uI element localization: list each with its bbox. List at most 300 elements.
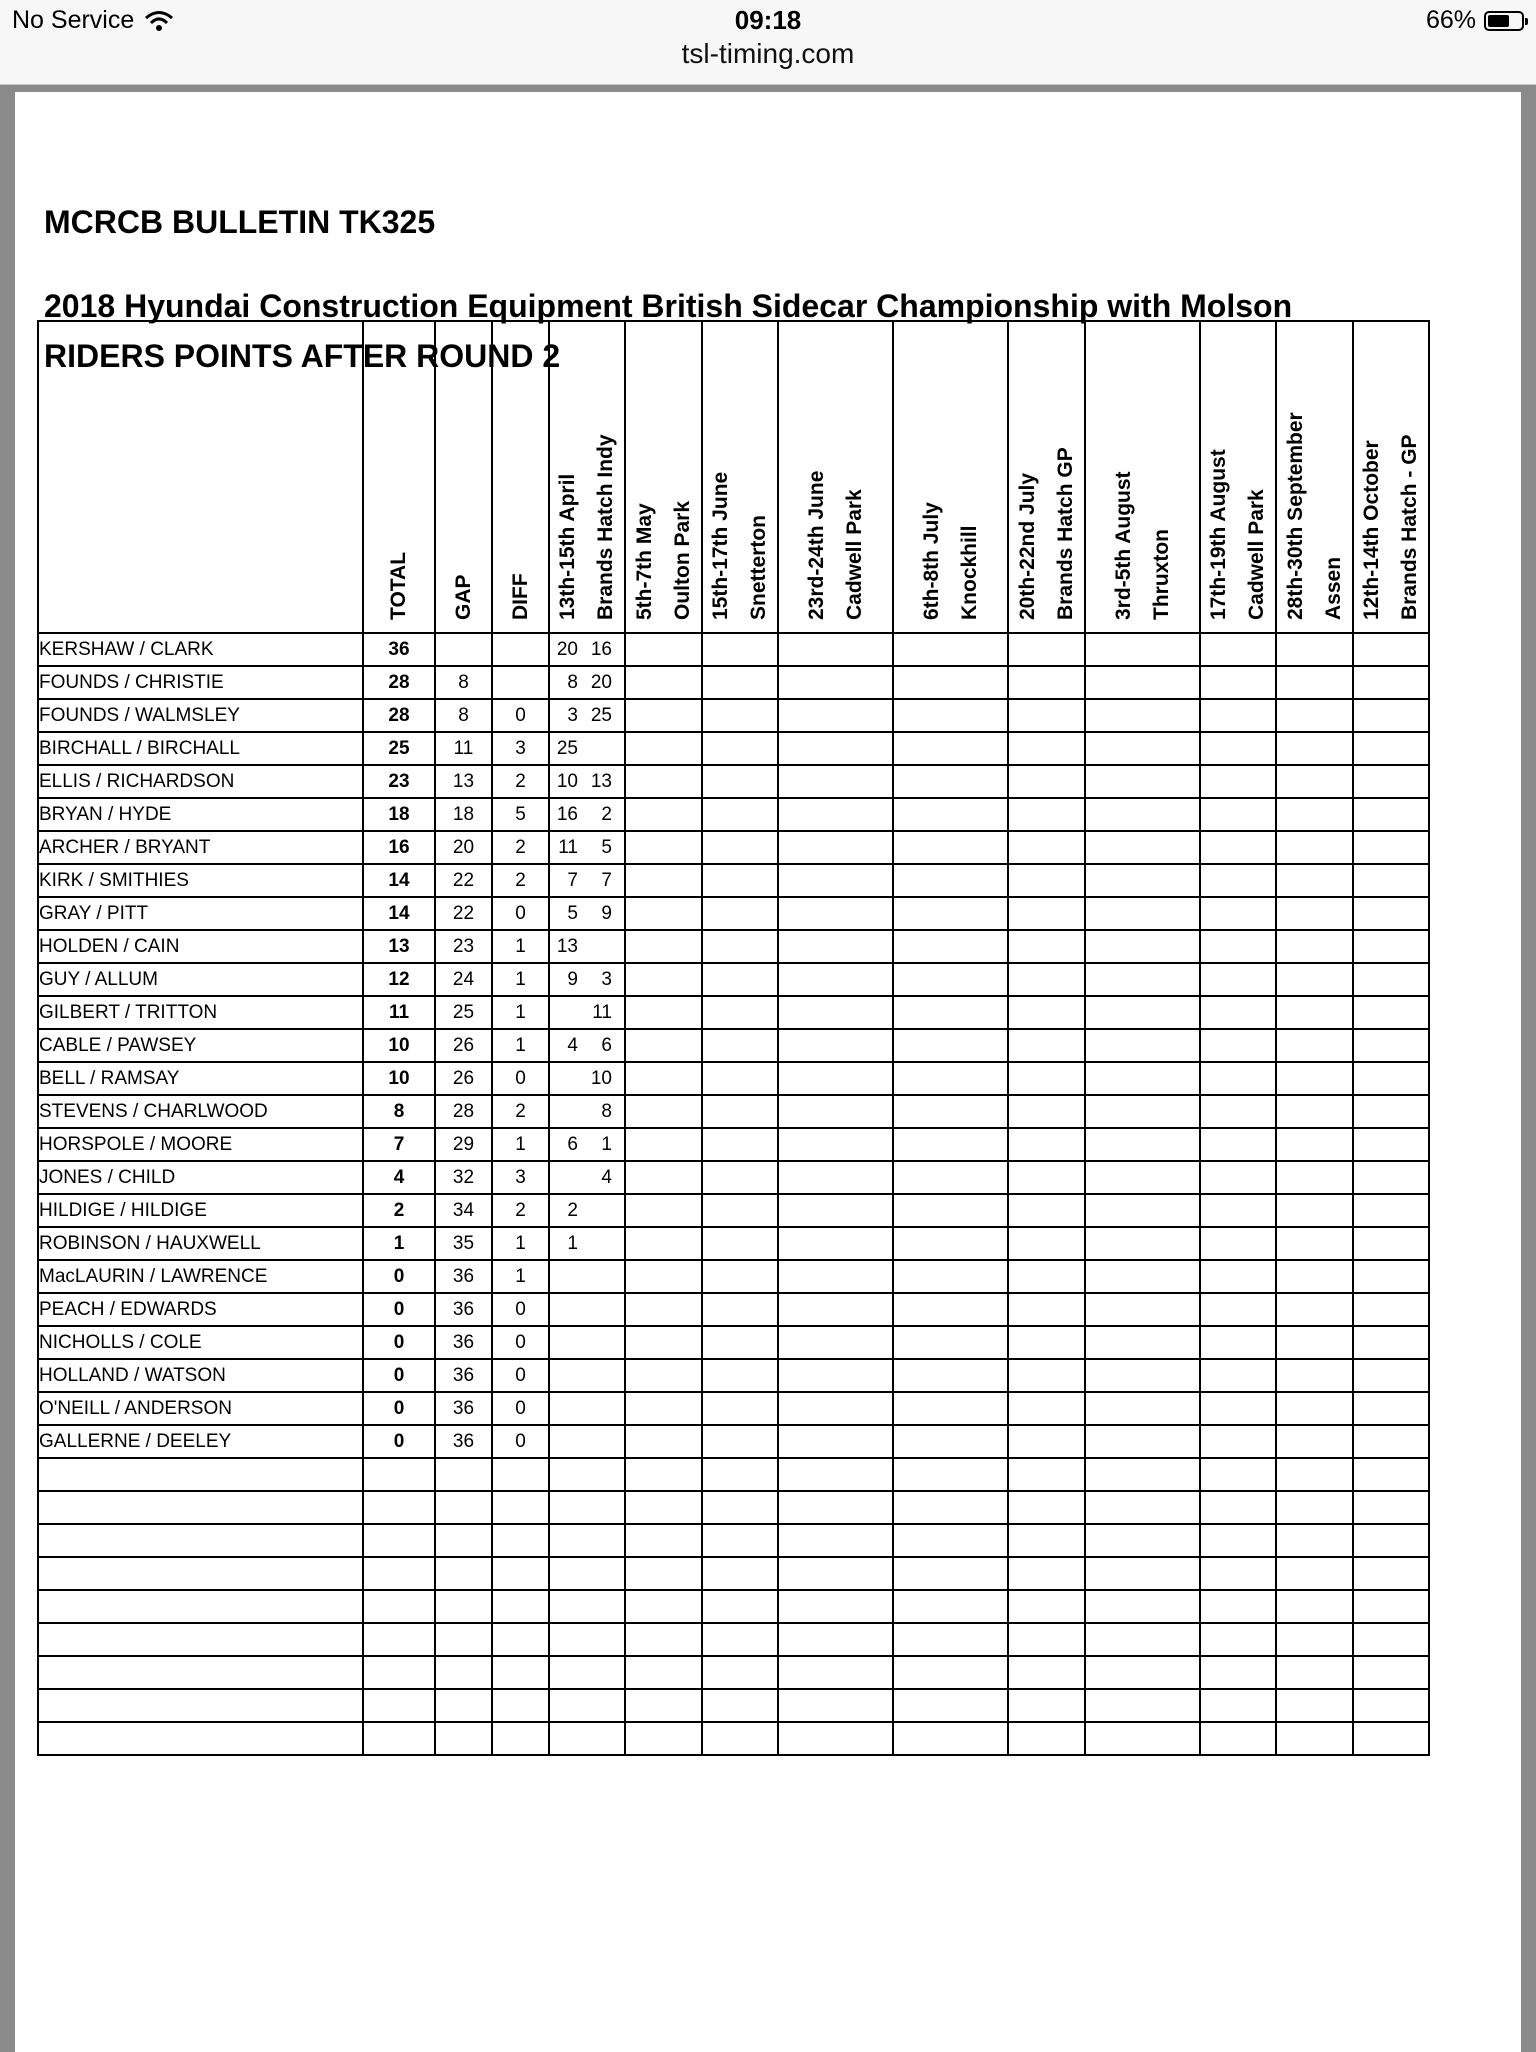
round-cell bbox=[1200, 1623, 1276, 1656]
round-cell bbox=[1276, 1722, 1353, 1755]
round-1-points bbox=[549, 831, 625, 864]
round-cell bbox=[625, 1161, 702, 1194]
gap-value bbox=[435, 1656, 492, 1689]
round-cell bbox=[1008, 1392, 1085, 1425]
round-cell bbox=[893, 1689, 1008, 1722]
rider-pair: HORSPOLE / MOORE bbox=[38, 1128, 363, 1161]
race-1-points: 9 bbox=[567, 968, 578, 990]
gap-value bbox=[435, 1491, 492, 1524]
diff-value bbox=[492, 1491, 549, 1524]
round-cell bbox=[893, 1161, 1008, 1194]
round-cell bbox=[1008, 897, 1085, 930]
round-cell bbox=[1200, 1656, 1276, 1689]
total-points: 16 bbox=[363, 831, 435, 864]
round-cell bbox=[702, 1590, 778, 1623]
round-cell bbox=[893, 1260, 1008, 1293]
round-1-points bbox=[549, 633, 625, 666]
rider-pair: BIRCHALL / BIRCHALL bbox=[38, 732, 363, 765]
round-cell bbox=[1200, 699, 1276, 732]
round-cell bbox=[1008, 1227, 1085, 1260]
round-cell bbox=[625, 798, 702, 831]
round-cell bbox=[702, 1095, 778, 1128]
round-cell bbox=[625, 1623, 702, 1656]
column-header-line: 28th-30th September bbox=[1283, 412, 1307, 620]
round-cell bbox=[778, 963, 893, 996]
round-cell bbox=[1276, 1623, 1353, 1656]
round-cell bbox=[1085, 1491, 1200, 1524]
column-header bbox=[702, 321, 778, 633]
column-header bbox=[1200, 321, 1276, 633]
round-cell bbox=[778, 1557, 893, 1590]
diff-value: 1 bbox=[492, 963, 549, 996]
round-cell bbox=[1276, 1326, 1353, 1359]
round-cell bbox=[893, 1590, 1008, 1623]
rider-pair: BRYAN / HYDE bbox=[38, 798, 363, 831]
round-cell bbox=[1008, 798, 1085, 831]
gap-value: 36 bbox=[435, 1392, 492, 1425]
round-cell bbox=[1085, 1029, 1200, 1062]
round-cell bbox=[1085, 1227, 1200, 1260]
round-cell bbox=[1085, 897, 1200, 930]
round-cell bbox=[625, 666, 702, 699]
column-header bbox=[1085, 321, 1200, 633]
round-cell bbox=[1085, 1062, 1200, 1095]
gap-value bbox=[435, 1590, 492, 1623]
table-row bbox=[38, 1161, 1429, 1194]
round-cell bbox=[1276, 1590, 1353, 1623]
round-cell bbox=[1353, 831, 1429, 864]
round-cell bbox=[1353, 732, 1429, 765]
round-cell bbox=[625, 1458, 702, 1491]
round-cell bbox=[1200, 1095, 1276, 1128]
round-cell bbox=[1085, 996, 1200, 1029]
round-cell bbox=[1353, 864, 1429, 897]
round-cell bbox=[625, 831, 702, 864]
column-header-line: Oulton Park bbox=[670, 500, 694, 620]
round-cell bbox=[778, 798, 893, 831]
round-cell bbox=[1200, 1557, 1276, 1590]
column-header-label bbox=[502, 573, 540, 620]
round-cell bbox=[625, 930, 702, 963]
round-cell bbox=[1353, 699, 1429, 732]
race-2-points: 1 bbox=[601, 1133, 612, 1155]
round-cell bbox=[1008, 930, 1085, 963]
diff-value bbox=[492, 1623, 549, 1656]
round-cell bbox=[1353, 1029, 1429, 1062]
race-2-points: 7 bbox=[601, 869, 612, 891]
address-bar-url[interactable]: tsl-timing.com bbox=[681, 38, 855, 69]
table-row bbox=[38, 1029, 1429, 1062]
round-cell bbox=[702, 930, 778, 963]
round-cell bbox=[778, 864, 893, 897]
round-cell bbox=[1353, 1095, 1429, 1128]
round-cell bbox=[625, 699, 702, 732]
round-1-points bbox=[549, 1293, 625, 1326]
round-cell bbox=[1008, 831, 1085, 864]
total-points bbox=[363, 1722, 435, 1755]
diff-value bbox=[492, 666, 549, 699]
round-cell bbox=[893, 1095, 1008, 1128]
round-cell bbox=[1200, 765, 1276, 798]
round-cell bbox=[1085, 1524, 1200, 1557]
round-cell bbox=[1276, 1194, 1353, 1227]
round-cell bbox=[778, 1656, 893, 1689]
round-cell bbox=[1276, 1293, 1353, 1326]
round-cell bbox=[1353, 1425, 1429, 1458]
round-cell bbox=[702, 1491, 778, 1524]
round-cell bbox=[1200, 897, 1276, 930]
gap-value: 28 bbox=[435, 1095, 492, 1128]
round-cell bbox=[1085, 732, 1200, 765]
round-cell bbox=[702, 633, 778, 666]
round-cell bbox=[893, 1491, 1008, 1524]
total-points bbox=[363, 1656, 435, 1689]
status-bar bbox=[0, 0, 1536, 85]
total-points: 11 bbox=[363, 996, 435, 1029]
round-cell bbox=[1353, 1161, 1429, 1194]
diff-value bbox=[492, 633, 549, 666]
column-header bbox=[435, 321, 492, 633]
round-cell bbox=[625, 996, 702, 1029]
round-cell bbox=[1008, 1095, 1085, 1128]
round-cell bbox=[1276, 1161, 1353, 1194]
diff-value bbox=[492, 1458, 549, 1491]
race-2-points: 2 bbox=[601, 803, 612, 825]
round-cell bbox=[1085, 1689, 1200, 1722]
gap-value: 36 bbox=[435, 1326, 492, 1359]
total-points: 4 bbox=[363, 1161, 435, 1194]
round-cell bbox=[1085, 1590, 1200, 1623]
table-row bbox=[38, 633, 1429, 666]
rider-pair bbox=[38, 1524, 363, 1557]
round-cell bbox=[893, 1029, 1008, 1062]
round-cell bbox=[1353, 1227, 1429, 1260]
round-cell bbox=[778, 1161, 893, 1194]
round-cell bbox=[625, 1227, 702, 1260]
race-1-points: 25 bbox=[556, 737, 578, 759]
race-2-points: 25 bbox=[590, 704, 612, 726]
round-cell bbox=[702, 1359, 778, 1392]
round-cell bbox=[702, 897, 778, 930]
total-points bbox=[363, 1623, 435, 1656]
round-cell bbox=[1008, 666, 1085, 699]
diff-value: 2 bbox=[492, 831, 549, 864]
round-cell bbox=[1085, 831, 1200, 864]
round-cell bbox=[1085, 1194, 1200, 1227]
diff-value: 0 bbox=[492, 699, 549, 732]
column-header-line: GAP bbox=[451, 574, 475, 620]
round-cell bbox=[893, 765, 1008, 798]
round-cell bbox=[778, 1722, 893, 1755]
total-points: 14 bbox=[363, 864, 435, 897]
total-points: 28 bbox=[363, 699, 435, 732]
round-cell bbox=[1200, 633, 1276, 666]
round-cell bbox=[893, 831, 1008, 864]
table-row bbox=[38, 831, 1429, 864]
round-cell bbox=[1276, 1689, 1353, 1722]
race-1-points: 2 bbox=[567, 1199, 578, 1221]
round-cell bbox=[1008, 1722, 1085, 1755]
race-1-points: 6 bbox=[567, 1133, 578, 1155]
round-cell bbox=[1085, 798, 1200, 831]
round-cell bbox=[1353, 1590, 1429, 1623]
round-cell bbox=[1353, 930, 1429, 963]
round-1-points bbox=[549, 1722, 625, 1755]
round-cell bbox=[1353, 666, 1429, 699]
round-cell bbox=[893, 1062, 1008, 1095]
table-row bbox=[38, 864, 1429, 897]
race-1-points: 20 bbox=[556, 638, 578, 660]
rider-pair bbox=[38, 1590, 363, 1623]
round-cell bbox=[1276, 1557, 1353, 1590]
round-1-points bbox=[549, 897, 625, 930]
round-cell bbox=[1085, 1326, 1200, 1359]
race-2-points: 13 bbox=[590, 770, 612, 792]
round-cell bbox=[1008, 1029, 1085, 1062]
round-1-points bbox=[549, 1557, 625, 1590]
diff-value: 2 bbox=[492, 864, 549, 897]
round-cell bbox=[1008, 699, 1085, 732]
round-cell bbox=[778, 1326, 893, 1359]
gap-value bbox=[435, 1689, 492, 1722]
column-header-line: Brands Hatch - GP bbox=[1398, 434, 1421, 620]
round-cell bbox=[1085, 930, 1200, 963]
rider-pair bbox=[38, 1557, 363, 1590]
round-cell bbox=[625, 1425, 702, 1458]
diff-value bbox=[492, 1590, 549, 1623]
rider-pair: FOUNDS / CHRISTIE bbox=[38, 666, 363, 699]
gap-value: 29 bbox=[435, 1128, 492, 1161]
column-header-line: 13th-15th April bbox=[556, 473, 579, 620]
round-cell bbox=[1276, 1095, 1353, 1128]
round-cell bbox=[893, 798, 1008, 831]
round-cell bbox=[702, 1062, 778, 1095]
race-2-points: 8 bbox=[601, 1100, 612, 1122]
diff-value: 0 bbox=[492, 897, 549, 930]
column-header-line: Thruxton bbox=[1149, 529, 1173, 620]
round-cell bbox=[893, 1227, 1008, 1260]
table-row bbox=[38, 1590, 1429, 1623]
round-cell bbox=[1276, 996, 1353, 1029]
diff-value: 1 bbox=[492, 930, 549, 963]
round-cell bbox=[1200, 1722, 1276, 1755]
round-cell bbox=[778, 1590, 893, 1623]
rider-pair: KERSHAW / CLARK bbox=[38, 633, 363, 666]
column-header bbox=[893, 321, 1008, 633]
round-cell bbox=[1008, 1425, 1085, 1458]
round-cell bbox=[1200, 1689, 1276, 1722]
round-cell bbox=[893, 1194, 1008, 1227]
round-1-points bbox=[549, 798, 625, 831]
round-cell bbox=[1008, 1557, 1085, 1590]
gap-value: 18 bbox=[435, 798, 492, 831]
round-cell bbox=[1008, 633, 1085, 666]
race-1-points: 4 bbox=[567, 1034, 578, 1056]
column-header-label bbox=[913, 502, 989, 620]
round-cell bbox=[702, 1557, 778, 1590]
total-points: 28 bbox=[363, 666, 435, 699]
race-2-points: 11 bbox=[592, 1001, 612, 1023]
round-cell bbox=[1008, 1689, 1085, 1722]
round-cell bbox=[893, 633, 1008, 666]
gap-value: 35 bbox=[435, 1227, 492, 1260]
round-cell bbox=[778, 1062, 893, 1095]
diff-value: 1 bbox=[492, 1128, 549, 1161]
gap-value: 20 bbox=[435, 831, 492, 864]
round-cell bbox=[1276, 963, 1353, 996]
round-cell bbox=[625, 1656, 702, 1689]
diff-value: 0 bbox=[492, 1062, 549, 1095]
round-cell bbox=[1276, 1260, 1353, 1293]
round-cell bbox=[778, 732, 893, 765]
round-cell bbox=[778, 1194, 893, 1227]
rider-pair: KIRK / SMITHIES bbox=[38, 864, 363, 897]
round-cell bbox=[625, 1260, 702, 1293]
total-points: 1 bbox=[363, 1227, 435, 1260]
round-cell bbox=[778, 1392, 893, 1425]
round-cell bbox=[1353, 1392, 1429, 1425]
round-cell bbox=[1200, 831, 1276, 864]
round-cell bbox=[1008, 1524, 1085, 1557]
round-cell bbox=[1276, 1062, 1353, 1095]
round-cell bbox=[1353, 633, 1429, 666]
round-1-points bbox=[549, 1425, 625, 1458]
round-cell bbox=[1085, 1260, 1200, 1293]
race-1-points: 7 bbox=[567, 869, 578, 891]
round-1-points bbox=[549, 1227, 625, 1260]
round-cell bbox=[778, 897, 893, 930]
column-header-line: Snetterton bbox=[747, 515, 770, 620]
round-cell bbox=[1200, 1161, 1276, 1194]
table-row bbox=[38, 1359, 1429, 1392]
round-cell bbox=[1353, 1326, 1429, 1359]
rider-pair: GRAY / PITT bbox=[38, 897, 363, 930]
round-cell bbox=[1353, 996, 1429, 1029]
gap-value: 8 bbox=[435, 699, 492, 732]
rider-pair: CABLE / PAWSEY bbox=[38, 1029, 363, 1062]
round-cell bbox=[625, 1029, 702, 1062]
round-cell bbox=[702, 1326, 778, 1359]
battery-percent: 66% bbox=[1425, 6, 1476, 34]
points-heading: RIDERS POINTS AFTER ROUND 2 bbox=[44, 338, 561, 374]
race-1-points: 16 bbox=[556, 803, 578, 825]
round-cell bbox=[1008, 996, 1085, 1029]
round-cell bbox=[1200, 1128, 1276, 1161]
gap-value bbox=[435, 1722, 492, 1755]
round-cell bbox=[1353, 1458, 1429, 1491]
round-cell bbox=[702, 1623, 778, 1656]
round-cell bbox=[778, 1359, 893, 1392]
round-cell bbox=[1276, 1656, 1353, 1689]
round-cell bbox=[702, 1293, 778, 1326]
diff-value: 1 bbox=[492, 1029, 549, 1062]
round-1-points bbox=[549, 666, 625, 699]
round-cell bbox=[1276, 1359, 1353, 1392]
rider-pair: ROBINSON / HAUXWELL bbox=[38, 1227, 363, 1260]
diff-value: 1 bbox=[492, 1227, 549, 1260]
round-cell bbox=[702, 1689, 778, 1722]
total-points: 12 bbox=[363, 963, 435, 996]
round-cell bbox=[1276, 765, 1353, 798]
round-cell bbox=[1200, 1326, 1276, 1359]
round-1-points bbox=[549, 1095, 625, 1128]
gap-value: 26 bbox=[435, 1029, 492, 1062]
diff-value: 1 bbox=[492, 1260, 549, 1293]
race-1-points: 11 bbox=[558, 836, 578, 858]
round-cell bbox=[1008, 1194, 1085, 1227]
gap-value: 36 bbox=[435, 1260, 492, 1293]
round-cell bbox=[625, 1524, 702, 1557]
total-points: 0 bbox=[363, 1392, 435, 1425]
race-1-points: 13 bbox=[556, 935, 578, 957]
round-cell bbox=[702, 1656, 778, 1689]
round-1-points bbox=[549, 1359, 625, 1392]
round-cell bbox=[893, 1392, 1008, 1425]
diff-value: 0 bbox=[492, 1392, 549, 1425]
gap-value: 11 bbox=[435, 732, 492, 765]
rider-pair: FOUNDS / WALMSLEY bbox=[38, 699, 363, 732]
total-points: 36 bbox=[363, 633, 435, 666]
column-header bbox=[549, 321, 625, 633]
round-cell bbox=[702, 996, 778, 1029]
column-header-line: 23rd-24th June bbox=[804, 470, 828, 620]
round-cell bbox=[778, 1293, 893, 1326]
table-row bbox=[38, 765, 1429, 798]
diff-value: 1 bbox=[492, 996, 549, 1029]
race-1-points: 10 bbox=[556, 770, 578, 792]
rider-pair: ARCHER / BRYANT bbox=[38, 831, 363, 864]
gap-value: 34 bbox=[435, 1194, 492, 1227]
round-cell bbox=[1276, 831, 1353, 864]
diff-value bbox=[492, 1524, 549, 1557]
table-row bbox=[38, 996, 1429, 1029]
round-cell bbox=[1085, 666, 1200, 699]
round-1-points bbox=[549, 1656, 625, 1689]
race-1-points: 1 bbox=[567, 1232, 578, 1254]
total-points: 14 bbox=[363, 897, 435, 930]
round-cell bbox=[893, 963, 1008, 996]
championship-subtitle: 2018 Hyundai Construction Equipment British Sidecar Championship with Molson bbox=[44, 288, 1293, 324]
round-cell bbox=[893, 1623, 1008, 1656]
total-points: 0 bbox=[363, 1260, 435, 1293]
column-header-line: 5th-7th May bbox=[632, 503, 656, 620]
round-1-points bbox=[549, 864, 625, 897]
round-cell bbox=[1085, 1425, 1200, 1458]
round-cell bbox=[778, 1227, 893, 1260]
gap-value bbox=[435, 633, 492, 666]
round-cell bbox=[1353, 1194, 1429, 1227]
column-header-line: Cadwell Park bbox=[842, 489, 866, 620]
table-row bbox=[38, 1128, 1429, 1161]
round-cell bbox=[893, 1557, 1008, 1590]
round-cell bbox=[1085, 633, 1200, 666]
round-cell bbox=[893, 897, 1008, 930]
round-cell bbox=[1276, 732, 1353, 765]
round-cell bbox=[893, 1656, 1008, 1689]
race-2-points: 5 bbox=[601, 836, 612, 858]
rider-pair: PEACH / EDWARDS bbox=[38, 1293, 363, 1326]
table-row bbox=[38, 1689, 1429, 1722]
race-2-points: 3 bbox=[601, 968, 612, 990]
round-cell bbox=[1200, 732, 1276, 765]
total-points: 25 bbox=[363, 732, 435, 765]
round-cell bbox=[702, 1425, 778, 1458]
round-cell bbox=[893, 1722, 1008, 1755]
total-points: 18 bbox=[363, 798, 435, 831]
gap-value bbox=[435, 1524, 492, 1557]
round-cell bbox=[1200, 666, 1276, 699]
round-cell bbox=[1085, 1458, 1200, 1491]
